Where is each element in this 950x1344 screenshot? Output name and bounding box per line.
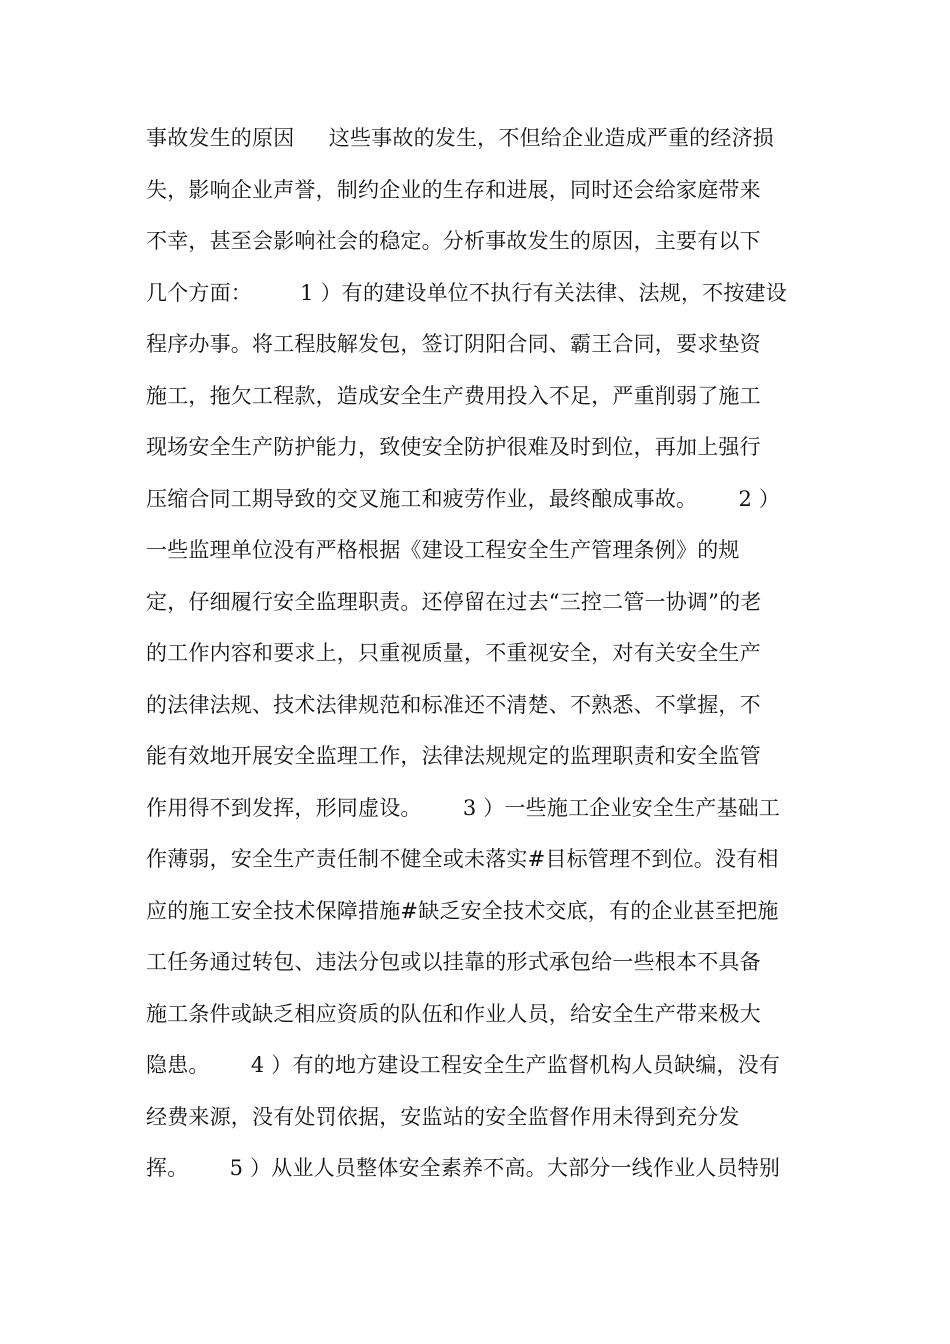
text-line: 施工，拖欠工程款，造成安全生产费用投入不足，严重削弱了施工 — [146, 383, 761, 408]
text-line: 作用得不到发挥，形同虚设。 3 ）一些施工企业安全生产基础工 — [146, 795, 781, 820]
text-line: 压缩合同工期导致的交叉施工和疲劳作业，最终酿成事故。 2 ） — [146, 486, 781, 511]
text-line: 定，仔细履行安全监理职责。还停留在过去“三控二管一协调”的老 — [146, 589, 762, 614]
text-line: 施工条件或缺乏相应资质的队伍和作业人员，给安全生产带来极大 — [146, 1001, 761, 1026]
text-line: 能有效地开展安全监理工作，法律法规规定的监理职责和安全监管 — [146, 744, 761, 768]
body-text — [146, 118, 810, 1200]
text-line: 经费来源，没有处罚依据，安监站的安全监督作用未得到充分发 — [146, 1104, 740, 1129]
text-line: 的法律法规、技术法律规范和标准还不清楚、不熟悉、不掌握，不 — [146, 692, 761, 717]
text-line: 作薄弱，安全生产责任制不健全或未落实#目标管理不到位。没有相 — [146, 847, 779, 871]
text-line: 几个方面： 1 ）有的建设单位不执行有关法律、法规，不按建设 — [146, 280, 787, 305]
text-line: 程序办事。将工程肢解发包，签订阴阳合同、霸王合同，要求垫资 — [146, 332, 761, 356]
text-line: 应的施工安全技术保障措施#缺乏安全技术交底，有的企业甚至把施 — [146, 898, 779, 923]
text-line: 一些监理单位没有严格根据《建设工程安全生产管理条例》的规 — [146, 538, 740, 562]
text-line: 不幸，甚至会影响社会的稳定。分析事故发生的原因，主要有以下 — [146, 229, 761, 253]
text-line: 隐患。 4 ）有的地方建设工程安全生产监督机构人员缺编，没有 — [146, 1053, 781, 1077]
text-line: 工任务通过转包、违法分包或以挂靠的形式承包给一些根本不具备 — [146, 950, 761, 974]
text-line: 事故发生的原因 这些事故的发生，不但给企业造成严重的经济损 — [146, 126, 774, 150]
text-line: 的工作内容和要求上，只重视质量，不重视安全，对有关安全生产 — [146, 641, 761, 665]
text-line: 现场安全生产防护能力，致使安全防护很难及时到位，再加上强行 — [146, 435, 761, 459]
text-line: 失，影响企业声誉，制约企业的生存和进展，同时还会给家庭带来 — [146, 177, 761, 202]
text-line: 挥。 5 ）从业人员整体安全素养不高。大部分一线作业人员特别 — [146, 1156, 781, 1180]
